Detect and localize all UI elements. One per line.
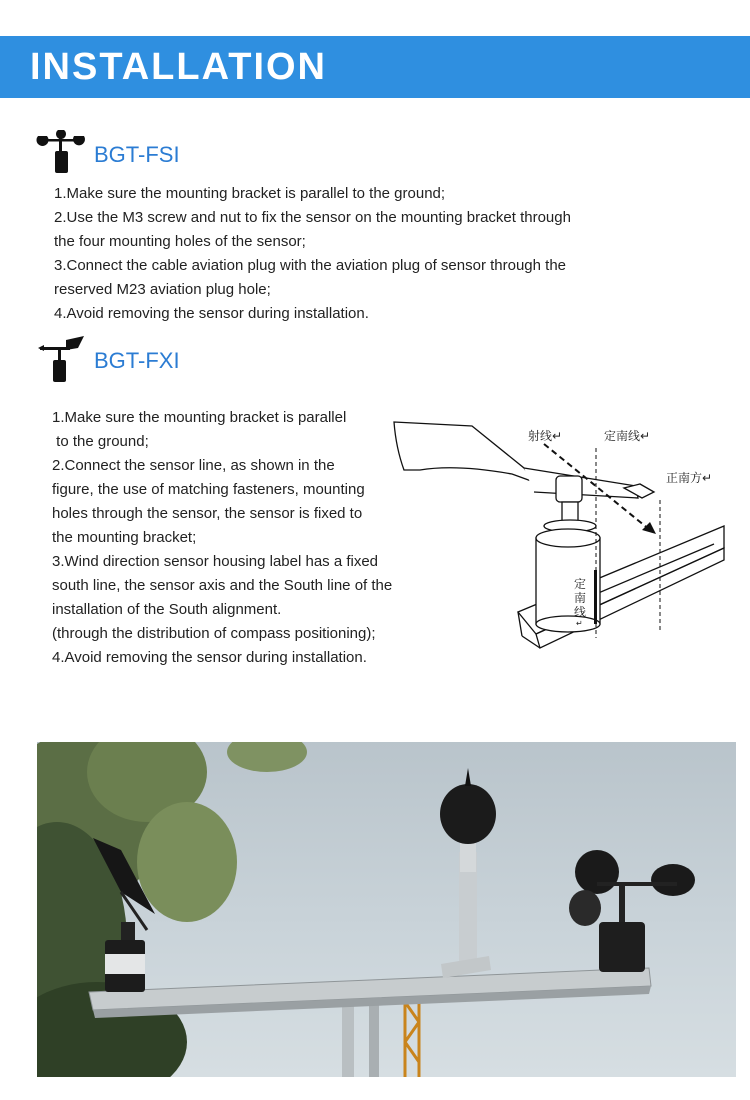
step-line: 3.Connect the cable aviation plug with the aviation plug of sensor through the — [54, 257, 567, 274]
step-line: 4.Avoid removing the sensor during installation. — [54, 305, 369, 322]
step-line: 2.Connect the sensor line, as shown in the — [52, 457, 335, 474]
svg-text:↵: ↵ — [576, 619, 583, 628]
sensor-housing — [536, 476, 600, 632]
svg-text:线: 线 — [574, 605, 587, 619]
cup-anemometer — [569, 850, 695, 972]
anemometer-cup-icon — [36, 130, 88, 176]
step-line: (through the distribution of compass positioning); — [52, 625, 376, 642]
step-line: reserved M23 aviation plug hole; — [54, 281, 271, 298]
crane — [405, 992, 419, 1077]
ray-label: 射线↵ — [528, 429, 563, 443]
step-line: 2.Use the M3 screw and nut to fix the sensor on the mounting bracket through — [54, 209, 571, 226]
installation-diagram — [384, 408, 730, 674]
header-banner — [0, 36, 750, 98]
model-name-bgt-fsi: BGT-FSI — [94, 142, 180, 167]
fixed-south-label: 定南线↵ — [604, 429, 651, 443]
step-line: 1.Make sure the mounting bracket is parallel — [52, 409, 347, 426]
step-line: installation of the South alignment. — [52, 601, 282, 618]
svg-text:定: 定 — [574, 577, 587, 591]
step-line: south line, the sensor axis and the South line of the — [52, 577, 393, 594]
step-line: the mounting bracket; — [52, 529, 197, 546]
wind-vane-icon — [36, 336, 88, 382]
noise-sensor — [440, 768, 496, 872]
step-line: to the ground; — [52, 433, 149, 450]
true-south-label: 正南方↵ — [666, 471, 713, 485]
step-line: 4.Avoid removing the sensor during installation. — [52, 649, 367, 666]
trees — [37, 742, 307, 1077]
step-line: holes through the sensor, the sensor is fixed to — [52, 505, 363, 522]
arrow-head-icon — [642, 522, 656, 534]
step-line: 3.Wind direction sensor housing label has a fixed — [52, 553, 379, 570]
model-name-bgt-fxi: BGT-FXI — [94, 348, 180, 373]
step-line: the four mounting holes of the sensor; — [54, 233, 306, 250]
svg-text:南: 南 — [574, 591, 587, 605]
installation-steps-bgt-fsi — [54, 182, 571, 326]
page-title: INSTALLATION — [30, 46, 327, 88]
installation-steps-bgt-fxi — [52, 406, 392, 670]
step-line: 1.Make sure the mounting bracket is parallel to the ground; — [54, 185, 446, 202]
installation-photo — [37, 742, 736, 1077]
step-line: figure, the use of matching fasteners, mounting — [52, 481, 365, 498]
